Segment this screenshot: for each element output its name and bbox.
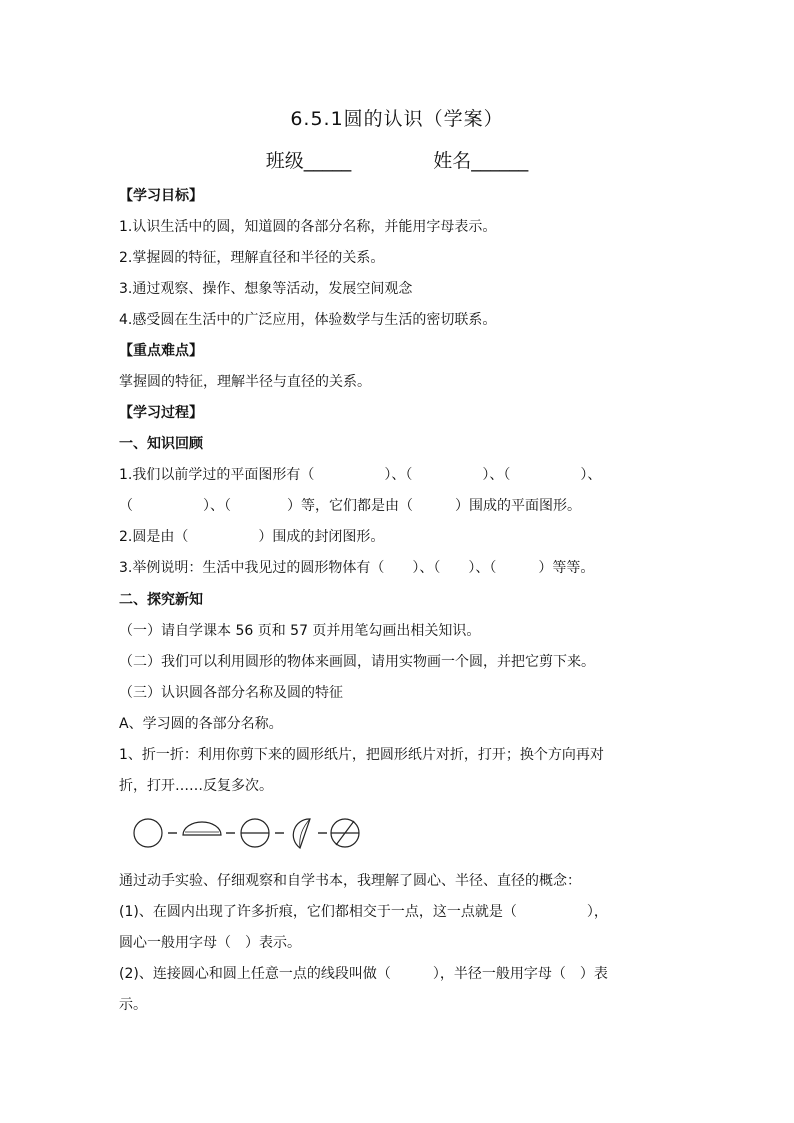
explore-heading: 二、探究新知	[119, 592, 203, 608]
explore-step-3: （三）认识圆各部分名称及圆的特征	[119, 685, 343, 701]
concept-radius: (2)、连接圆心和圆上任意一点的线段叫做（ ），半径一般用字母（ ）表	[119, 966, 608, 982]
key-points-text: 掌握圆的特征，理解半径与直径的关系。	[119, 374, 371, 390]
objective-item: 3.通过观察、操作、想象等活动，发展空间观念	[119, 281, 413, 297]
objective-item: 1.认识生活中的圆，知道圆的各部分名称，并能用字母表示。	[119, 219, 497, 235]
review-question-1: 1.我们以前学过的平面图形有（ ）、（ ）、（ ）、	[119, 467, 602, 483]
part-a-heading: A、学习圆的各部分名称。	[119, 716, 283, 732]
circle-folding-diagram	[132, 814, 362, 852]
student-info	[0, 146, 794, 173]
fold-instruction: 1、折一折：利用你剪下来的圆形纸片，把圆形纸片对折，打开；换个方向再对	[119, 747, 604, 763]
class-field: 班级_____	[265, 150, 352, 172]
fold-instruction-cont: 折，打开……反复多次。	[119, 778, 273, 794]
objectives-heading: 【学习目标】	[119, 188, 203, 204]
explore-step-2: （二）我们可以利用圆形的物体来画圆，请用实物画一个圆，并把它剪下来。	[119, 654, 595, 670]
review-question-2: 2.圆是由（ ）围成的封闭图形。	[119, 529, 385, 545]
key-points-heading: 【重点难点】	[119, 343, 203, 359]
concept-center-cont: 圆心一般用字母（ ）表示。	[119, 935, 301, 951]
concept-center: (1)、在圆内出现了许多折痕，它们都相交于一点，这一点就是（ ），	[119, 904, 608, 920]
objective-item: 2.掌握圆的特征，理解直径和半径的关系。	[119, 250, 385, 266]
process-heading: 【学习过程】	[119, 405, 203, 421]
review-heading: 一、知识回顾	[119, 436, 203, 452]
half-circle-figure	[183, 822, 221, 835]
review-question-1-cont: （ ）、（ ）等，它们都是由（ ）围成的平面图形。	[119, 498, 581, 514]
review-question-3: 3.举例说明：生活中我见过的圆形物体有（ ）、（ ）、（ ）等等。	[119, 560, 595, 576]
explore-step-1: （一）请自学课本 56 页和 57 页并用笔勾画出相关知识。	[119, 623, 481, 639]
concept-intro: 通过动手实验、仔细观察和自学书本，我理解了圆心、半径、直径的概念：	[119, 873, 581, 889]
concept-radius-cont: 示。	[119, 997, 147, 1013]
full-circle-figure	[134, 819, 162, 847]
name-field: 姓名______	[433, 150, 529, 172]
page-title: 6.5.1圆的认识（学案）	[290, 108, 504, 130]
objective-item: 4.感受圆在生活中的广泛应用，体验数学与生活的密切联系。	[119, 312, 497, 328]
